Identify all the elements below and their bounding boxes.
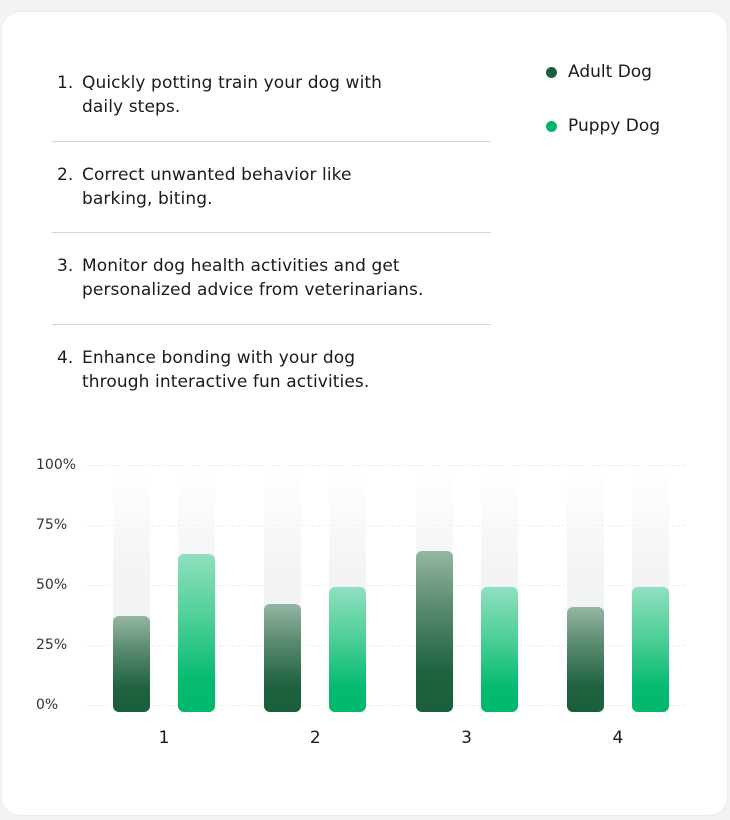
bar-adult-dog-3[interactable] — [416, 551, 453, 712]
y-axis-tick-label: 50% — [36, 577, 68, 593]
bar-adult-dog-2[interactable] — [264, 604, 301, 712]
feature-list — [52, 60, 491, 394]
x-axis-tick-label: 2 — [309, 728, 321, 748]
list-item-number: 2. — [57, 165, 74, 185]
legend-item-puppy-dog[interactable] — [546, 114, 660, 138]
legend-label: Puppy Dog — [568, 116, 661, 136]
divider — [52, 232, 491, 233]
chart-legend — [546, 60, 660, 168]
x-axis-tick-label: 1 — [158, 728, 170, 748]
legend-label: Adult Dog — [568, 62, 652, 82]
list-item-line: daily steps. — [82, 97, 181, 117]
list-item-line: Correct unwanted behavior like — [82, 165, 352, 185]
x-axis-tick-label: 4 — [612, 728, 624, 748]
list-item — [52, 346, 491, 394]
list-item-number: 4. — [57, 348, 74, 368]
list-item-line: through interactive fun activities. — [82, 372, 370, 392]
puppy-dog-swatch-icon — [546, 121, 557, 132]
list-item-number: 1. — [57, 73, 74, 93]
bar-adult-dog-4[interactable] — [567, 607, 604, 712]
list-item-line: Monitor dog health activities and get — [82, 256, 400, 276]
y-axis-tick-label: 100% — [36, 457, 77, 473]
y-axis-tick-label: 25% — [36, 637, 68, 653]
bar-puppy-dog-4[interactable] — [632, 587, 669, 712]
bar-puppy-dog-1[interactable] — [178, 554, 215, 712]
adult-dog-swatch-icon — [546, 67, 557, 78]
bar-puppy-dog-2[interactable] — [329, 587, 366, 712]
list-item-line: Quickly potting train your dog with — [82, 73, 383, 93]
list-item-line: Enhance bonding with your dog — [82, 348, 356, 368]
list-item-line: personalized advice from veterinarians. — [82, 280, 424, 300]
bar-adult-dog-1[interactable] — [113, 616, 150, 712]
divider — [52, 324, 491, 325]
list-item-number: 3. — [57, 256, 74, 276]
list-item — [52, 163, 491, 211]
x-axis-tick-label: 3 — [461, 728, 472, 748]
y-axis-tick-label: 0% — [36, 697, 59, 713]
list-item — [52, 254, 491, 302]
list-item-line: barking, biting. — [82, 189, 213, 209]
legend-item-adult-dog[interactable] — [546, 60, 660, 84]
y-axis-tick-label: 75% — [36, 517, 68, 533]
divider — [52, 141, 491, 142]
bar-puppy-dog-3[interactable] — [481, 587, 518, 712]
list-item — [52, 71, 491, 119]
